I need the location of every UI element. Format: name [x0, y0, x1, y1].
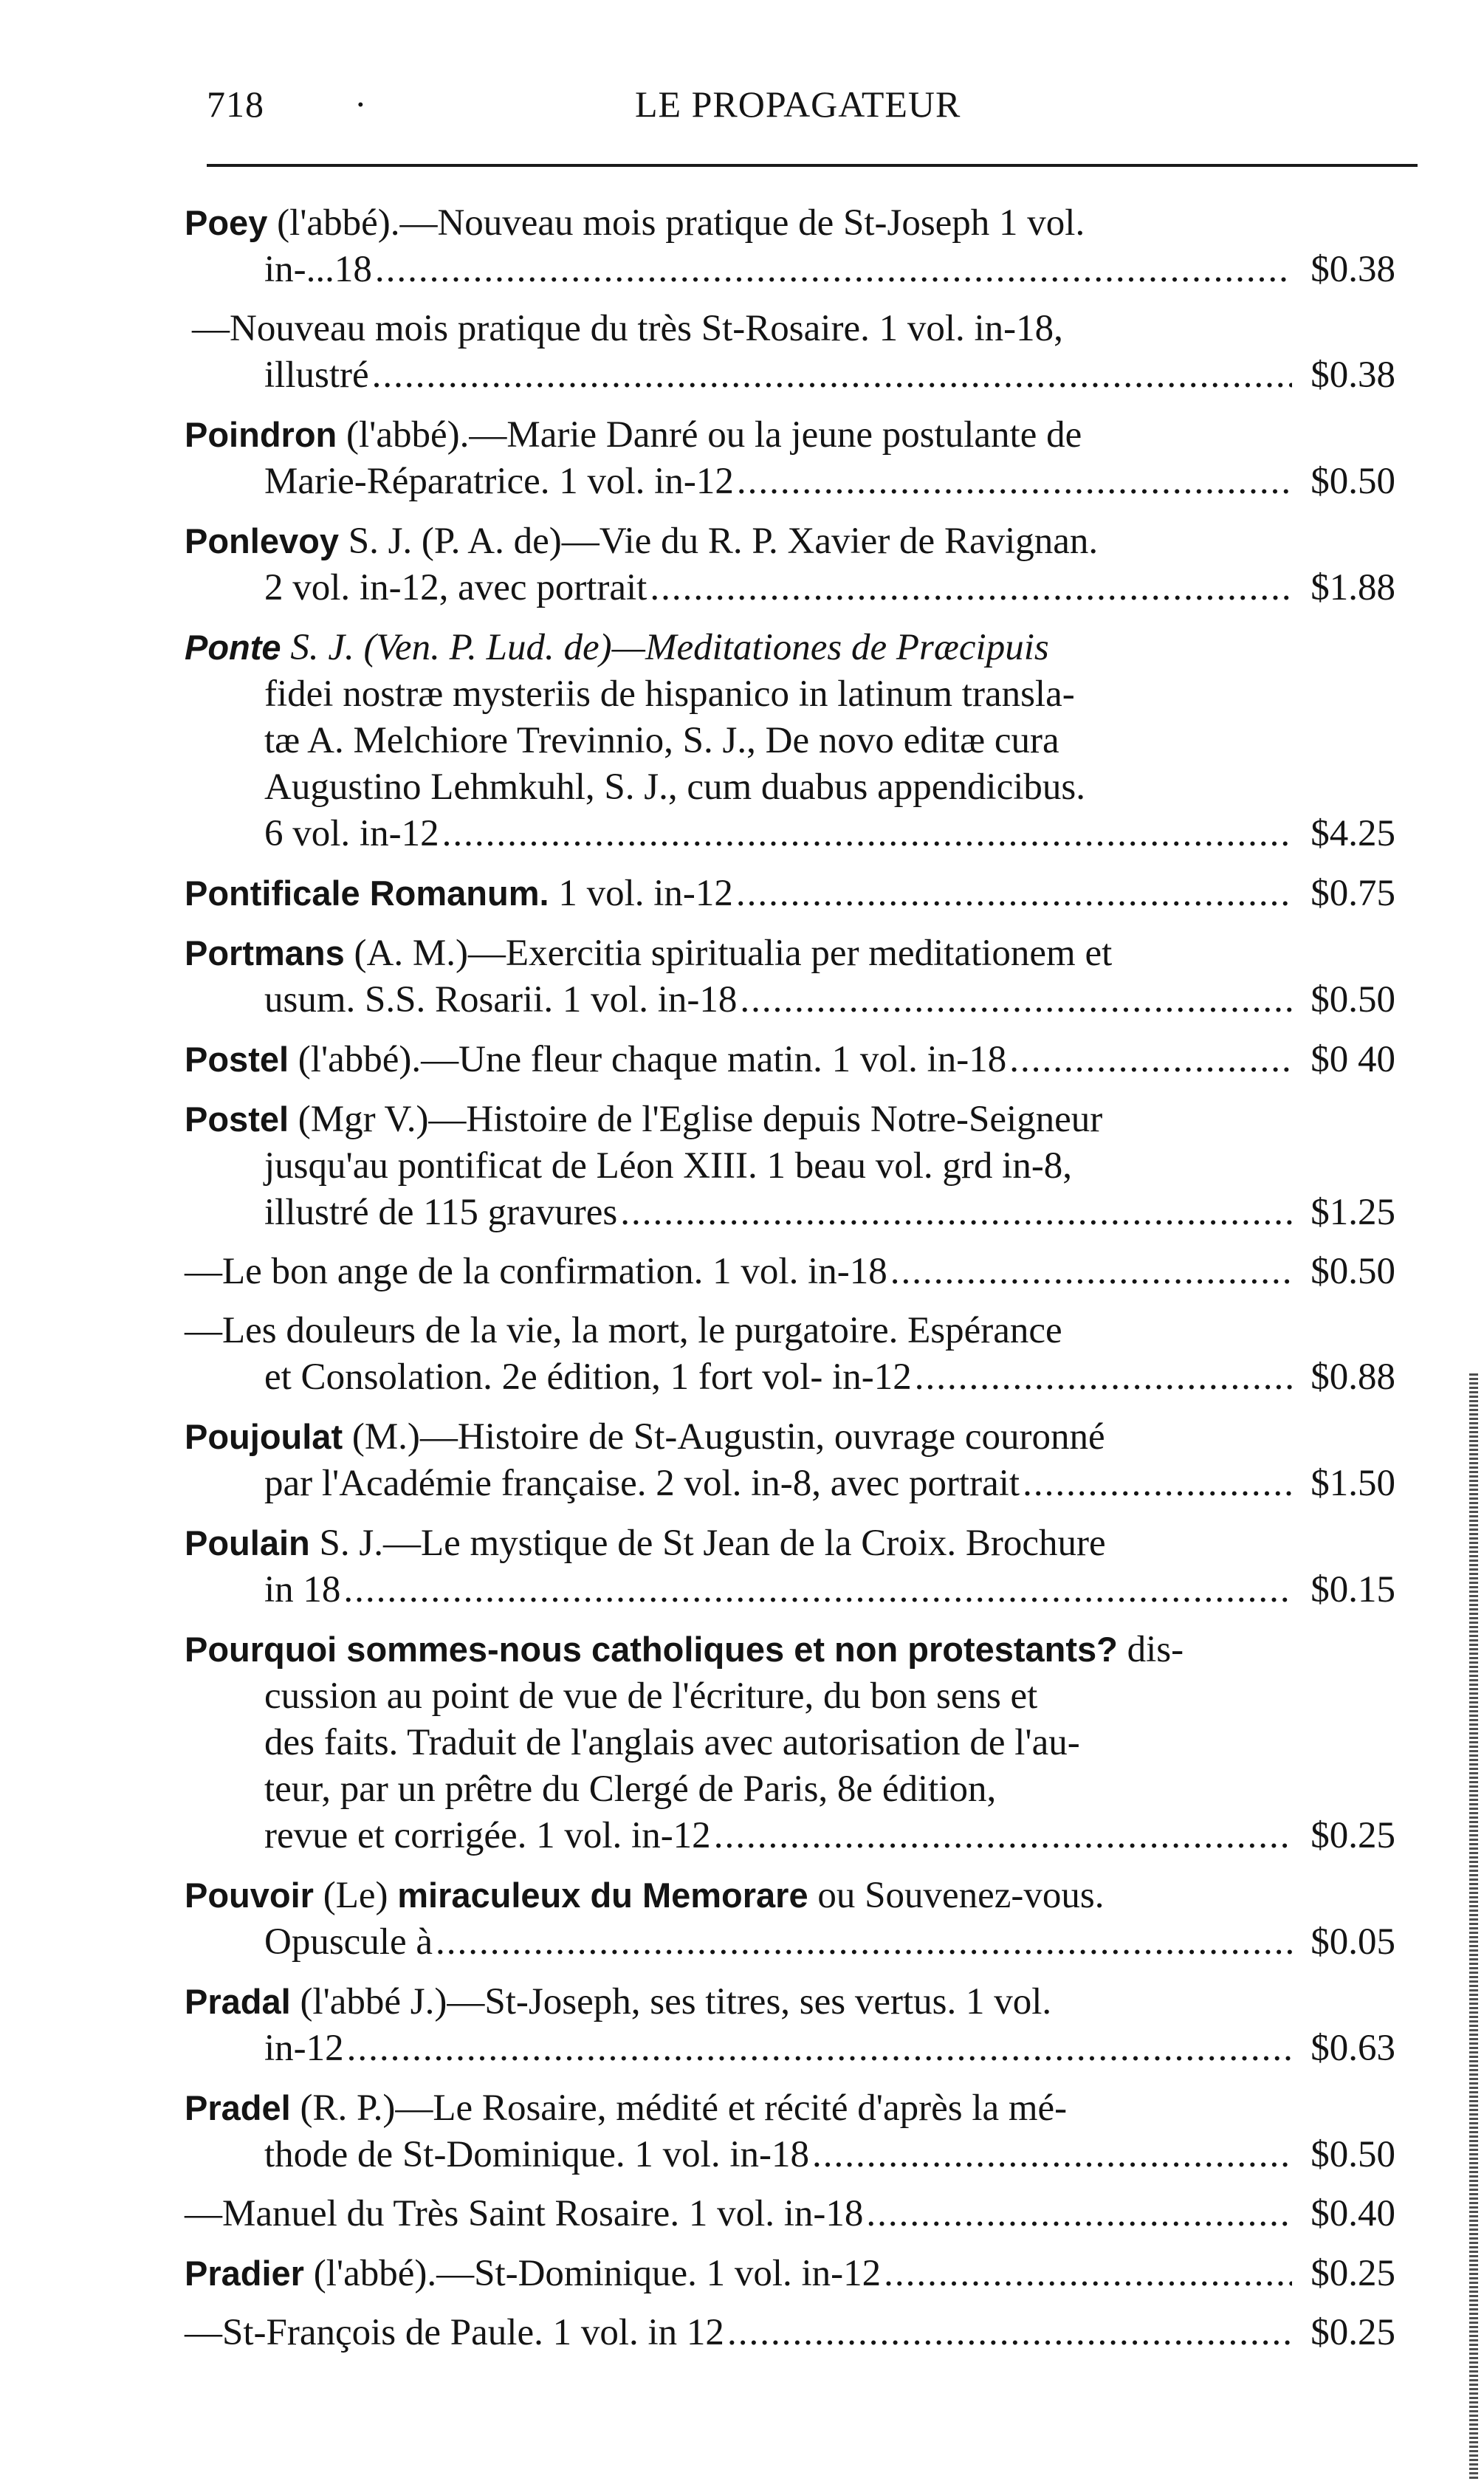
- catalog-entry: [185, 930, 1395, 1023]
- entry-text: 1 vol. in-12: [558, 873, 733, 914]
- entry-text: —Nouveau mois pratique du très St-Rosaire. 1 vol. in-18,: [192, 308, 1063, 349]
- entry-price: $4.25: [1310, 813, 1395, 854]
- catalog-entry: [185, 2191, 1395, 2237]
- entry-price: $1.25: [1310, 1192, 1395, 1233]
- entry-text: —Les douleurs de la vie, la mort, le purgatoire. Espérance: [185, 1310, 1062, 1351]
- catalog-entry: [185, 199, 1395, 293]
- catalog-entries: [185, 199, 1395, 2369]
- entry-price: $0.50: [1310, 2134, 1395, 2175]
- entry-text: (l'abbé).—Nouveau mois pratique de St-Joseph 1 vol.: [277, 202, 1085, 244]
- catalog-entry: [185, 411, 1395, 505]
- entry-text: dis-: [1127, 1629, 1184, 1670]
- leader-dots: [1009, 1037, 1292, 1083]
- entry-text: ou Souvenez-vous.: [817, 1875, 1105, 1916]
- entry-author: Pradal: [185, 1982, 291, 2021]
- page-number: 718: [207, 83, 264, 125]
- entry-price: $0.25: [1310, 1815, 1395, 1856]
- entry-text: et Consolation. 2e édition, 1 fort vol- in-12: [264, 1356, 912, 1398]
- catalog-entry: [185, 1096, 1395, 1236]
- entry-text: (Le): [323, 1875, 388, 1916]
- leader-dots: [915, 1354, 1292, 1401]
- leader-dots: [442, 811, 1292, 857]
- entry-text: S. J.—Le mystique de St Jean de la Croix. Brochure: [319, 1523, 1106, 1564]
- entry-title-bold: miraculeux du Memorare: [397, 1876, 808, 1915]
- catalog-entry: [185, 624, 1395, 857]
- running-title: LE PROPAGATEUR: [635, 83, 961, 125]
- header-rule: [207, 164, 1418, 167]
- entry-author: Pouvoir: [185, 1876, 314, 1915]
- catalog-entry: [185, 1249, 1395, 1295]
- entry-text: illustré de 115 gravures: [264, 1192, 618, 1233]
- leader-dots: [620, 1190, 1292, 1236]
- catalog-entry: [185, 1413, 1395, 1507]
- catalog-entry: [185, 1978, 1395, 2072]
- entry-text: 2 vol. in-12, avec portrait: [264, 567, 647, 608]
- entry-text: in-12: [264, 2028, 344, 2069]
- entry-author: Poindron: [185, 415, 337, 454]
- entry-price: $0.40: [1310, 2193, 1395, 2234]
- entry-price: $0.50: [1310, 1251, 1395, 1292]
- entry-price: $0.88: [1310, 1356, 1395, 1398]
- entry-text: cussion au point de vue de l'écriture, du bon sens et: [264, 1675, 1038, 1717]
- catalog-entry: [185, 870, 1395, 917]
- entry-text: —St-François de Paule. 1 vol. in 12: [185, 2312, 724, 2353]
- entry-text: illustré: [264, 354, 369, 396]
- entry-author: Pontificale Romanum.: [185, 874, 549, 913]
- entry-price: $1.50: [1310, 1463, 1395, 1504]
- entry-text: (R. P.)—Le Rosaire, médité et récité d'après la mé-: [300, 2087, 1068, 2129]
- leader-dots: [343, 1567, 1292, 1613]
- entry-text: (l'abbé).—Une fleur chaque matin. 1 vol. in-18: [298, 1039, 1007, 1080]
- catalog-entry: [185, 1308, 1395, 1401]
- catalog-entry: [185, 1520, 1395, 1613]
- catalog-entry: [185, 2250, 1395, 2297]
- entry-price: $0 40: [1310, 1039, 1395, 1080]
- entry-author: Postel: [185, 1099, 289, 1139]
- scan-edge-artifact: [1469, 1373, 1478, 2481]
- page-header: [207, 83, 1388, 134]
- leader-dots: [347, 2025, 1292, 2072]
- entry-text: (l'abbé).—St-Dominique. 1 vol. in-12: [313, 2253, 882, 2294]
- entry-text: thode de St-Dominique. 1 vol. in-18: [264, 2134, 810, 2175]
- leader-dots: [375, 247, 1292, 293]
- leader-dots: [1023, 1461, 1292, 1507]
- entry-text: Opuscule à: [264, 1921, 433, 1963]
- entry-author: Pradier: [185, 2254, 304, 2293]
- leader-dots: [714, 1813, 1292, 1859]
- entry-text: usum. S.S. Rosarii. 1 vol. in-18: [264, 979, 738, 1020]
- leader-dots: [736, 871, 1292, 917]
- leader-dots: [727, 2310, 1292, 2356]
- entry-text: (A. M.)—Exercitia spiritualia per meditationem et: [354, 933, 1113, 974]
- leader-dots: [650, 565, 1292, 611]
- entry-author: Ponlevoy: [185, 521, 339, 560]
- entry-text: (Mgr V.)—Histoire de l'Eglise depuis Notre-Seigneur: [298, 1099, 1103, 1140]
- entry-text: —Le bon ange de la confirmation. 1 vol. in-18: [185, 1251, 887, 1292]
- entry-text: (l'abbé J.)—St-Joseph, ses titres, ses vertus. 1 vol.: [300, 1981, 1052, 2022]
- entry-text: tæ A. Melchiore Trevinnio, S. J., De novo editæ cura: [264, 720, 1059, 761]
- entry-author: Pradel: [185, 2088, 291, 2127]
- entry-text: teur, par un prêtre du Clergé de Paris, 8e édition,: [264, 1768, 997, 1810]
- entry-text: (l'abbé).—Marie Danré ou la jeune postulante de: [346, 414, 1082, 456]
- entry-text: des faits. Traduit de l'anglais avec autorisation de l'au-: [264, 1722, 1080, 1763]
- entry-price: $0.38: [1310, 249, 1395, 290]
- entry-author: Poujoulat: [185, 1417, 343, 1456]
- entry-price: $0.63: [1310, 2028, 1395, 2069]
- entry-text: Augustino Lehmkuhl, S. J., cum duabus appendicibus.: [264, 766, 1085, 808]
- leader-dots: [866, 2191, 1292, 2237]
- entry-price: $0.05: [1310, 1921, 1395, 1963]
- entry-text: in 18: [264, 1569, 341, 1610]
- leader-dots: [436, 1919, 1292, 1966]
- entry-price: $0.50: [1310, 461, 1395, 502]
- entry-text: in-...18: [264, 249, 372, 290]
- entry-text: jusqu'au pontificat de Léon XIII. 1 beau vol. grd in-8,: [264, 1145, 1073, 1187]
- leader-dots: [737, 459, 1292, 505]
- entry-price: $0.25: [1310, 2253, 1395, 2294]
- leader-dots: [812, 2132, 1292, 2178]
- entry-price: $0.25: [1310, 2312, 1395, 2353]
- catalog-entry: [185, 1036, 1395, 1083]
- entry-text: par l'Académie française. 2 vol. in-8, avec portrait: [264, 1463, 1020, 1504]
- leader-dots: [740, 977, 1292, 1023]
- entry-author: Poey: [185, 203, 268, 242]
- catalog-entry: [185, 306, 1395, 399]
- entry-author: Portmans: [185, 933, 345, 972]
- catalog-entry: [185, 2085, 1395, 2178]
- entry-price: $0.38: [1310, 354, 1395, 396]
- entry-author: Postel: [185, 1040, 289, 1079]
- entry-price: $0.75: [1310, 873, 1395, 914]
- entry-text: fidei nostræ mysteriis de hispanico in latinum transla-: [264, 673, 1075, 715]
- catalog-entry: [185, 1872, 1395, 1966]
- entry-author: Poulain: [185, 1523, 310, 1562]
- leader-dots: [890, 1249, 1292, 1295]
- entry-text: S. J. (P. A. de)—Vie du R. P. Xavier de Ravignan.: [348, 521, 1099, 562]
- leader-dots: [884, 2251, 1292, 2297]
- entry-text: —Manuel du Très Saint Rosaire. 1 vol. in-18: [185, 2193, 864, 2234]
- entry-text: revue et corrigée. 1 vol. in-12: [264, 1815, 711, 1856]
- entry-text: Marie-Réparatrice. 1 vol. in-12: [264, 461, 734, 502]
- header-separator: ·: [354, 83, 368, 125]
- entry-text: (M.)—Histoire de St-Augustin, ouvrage couronné: [351, 1416, 1105, 1458]
- leader-dots: [372, 352, 1292, 399]
- catalog-entry: [185, 2310, 1395, 2356]
- entry-price: $1.88: [1310, 567, 1395, 608]
- entry-price: $0.50: [1310, 979, 1395, 1020]
- entry-author: Ponte: [185, 628, 281, 667]
- entry-text: S. J. (Ven. P. Lud. de)—Meditationes de Præcipuis: [290, 627, 1049, 668]
- catalog-entry: [185, 1626, 1395, 1859]
- entry-price: $0.15: [1310, 1569, 1395, 1610]
- entry-text: 6 vol. in-12: [264, 813, 439, 854]
- catalog-entry: [185, 518, 1395, 611]
- entry-author: Pourquoi sommes-nous catholiques et non protestants?: [185, 1630, 1118, 1669]
